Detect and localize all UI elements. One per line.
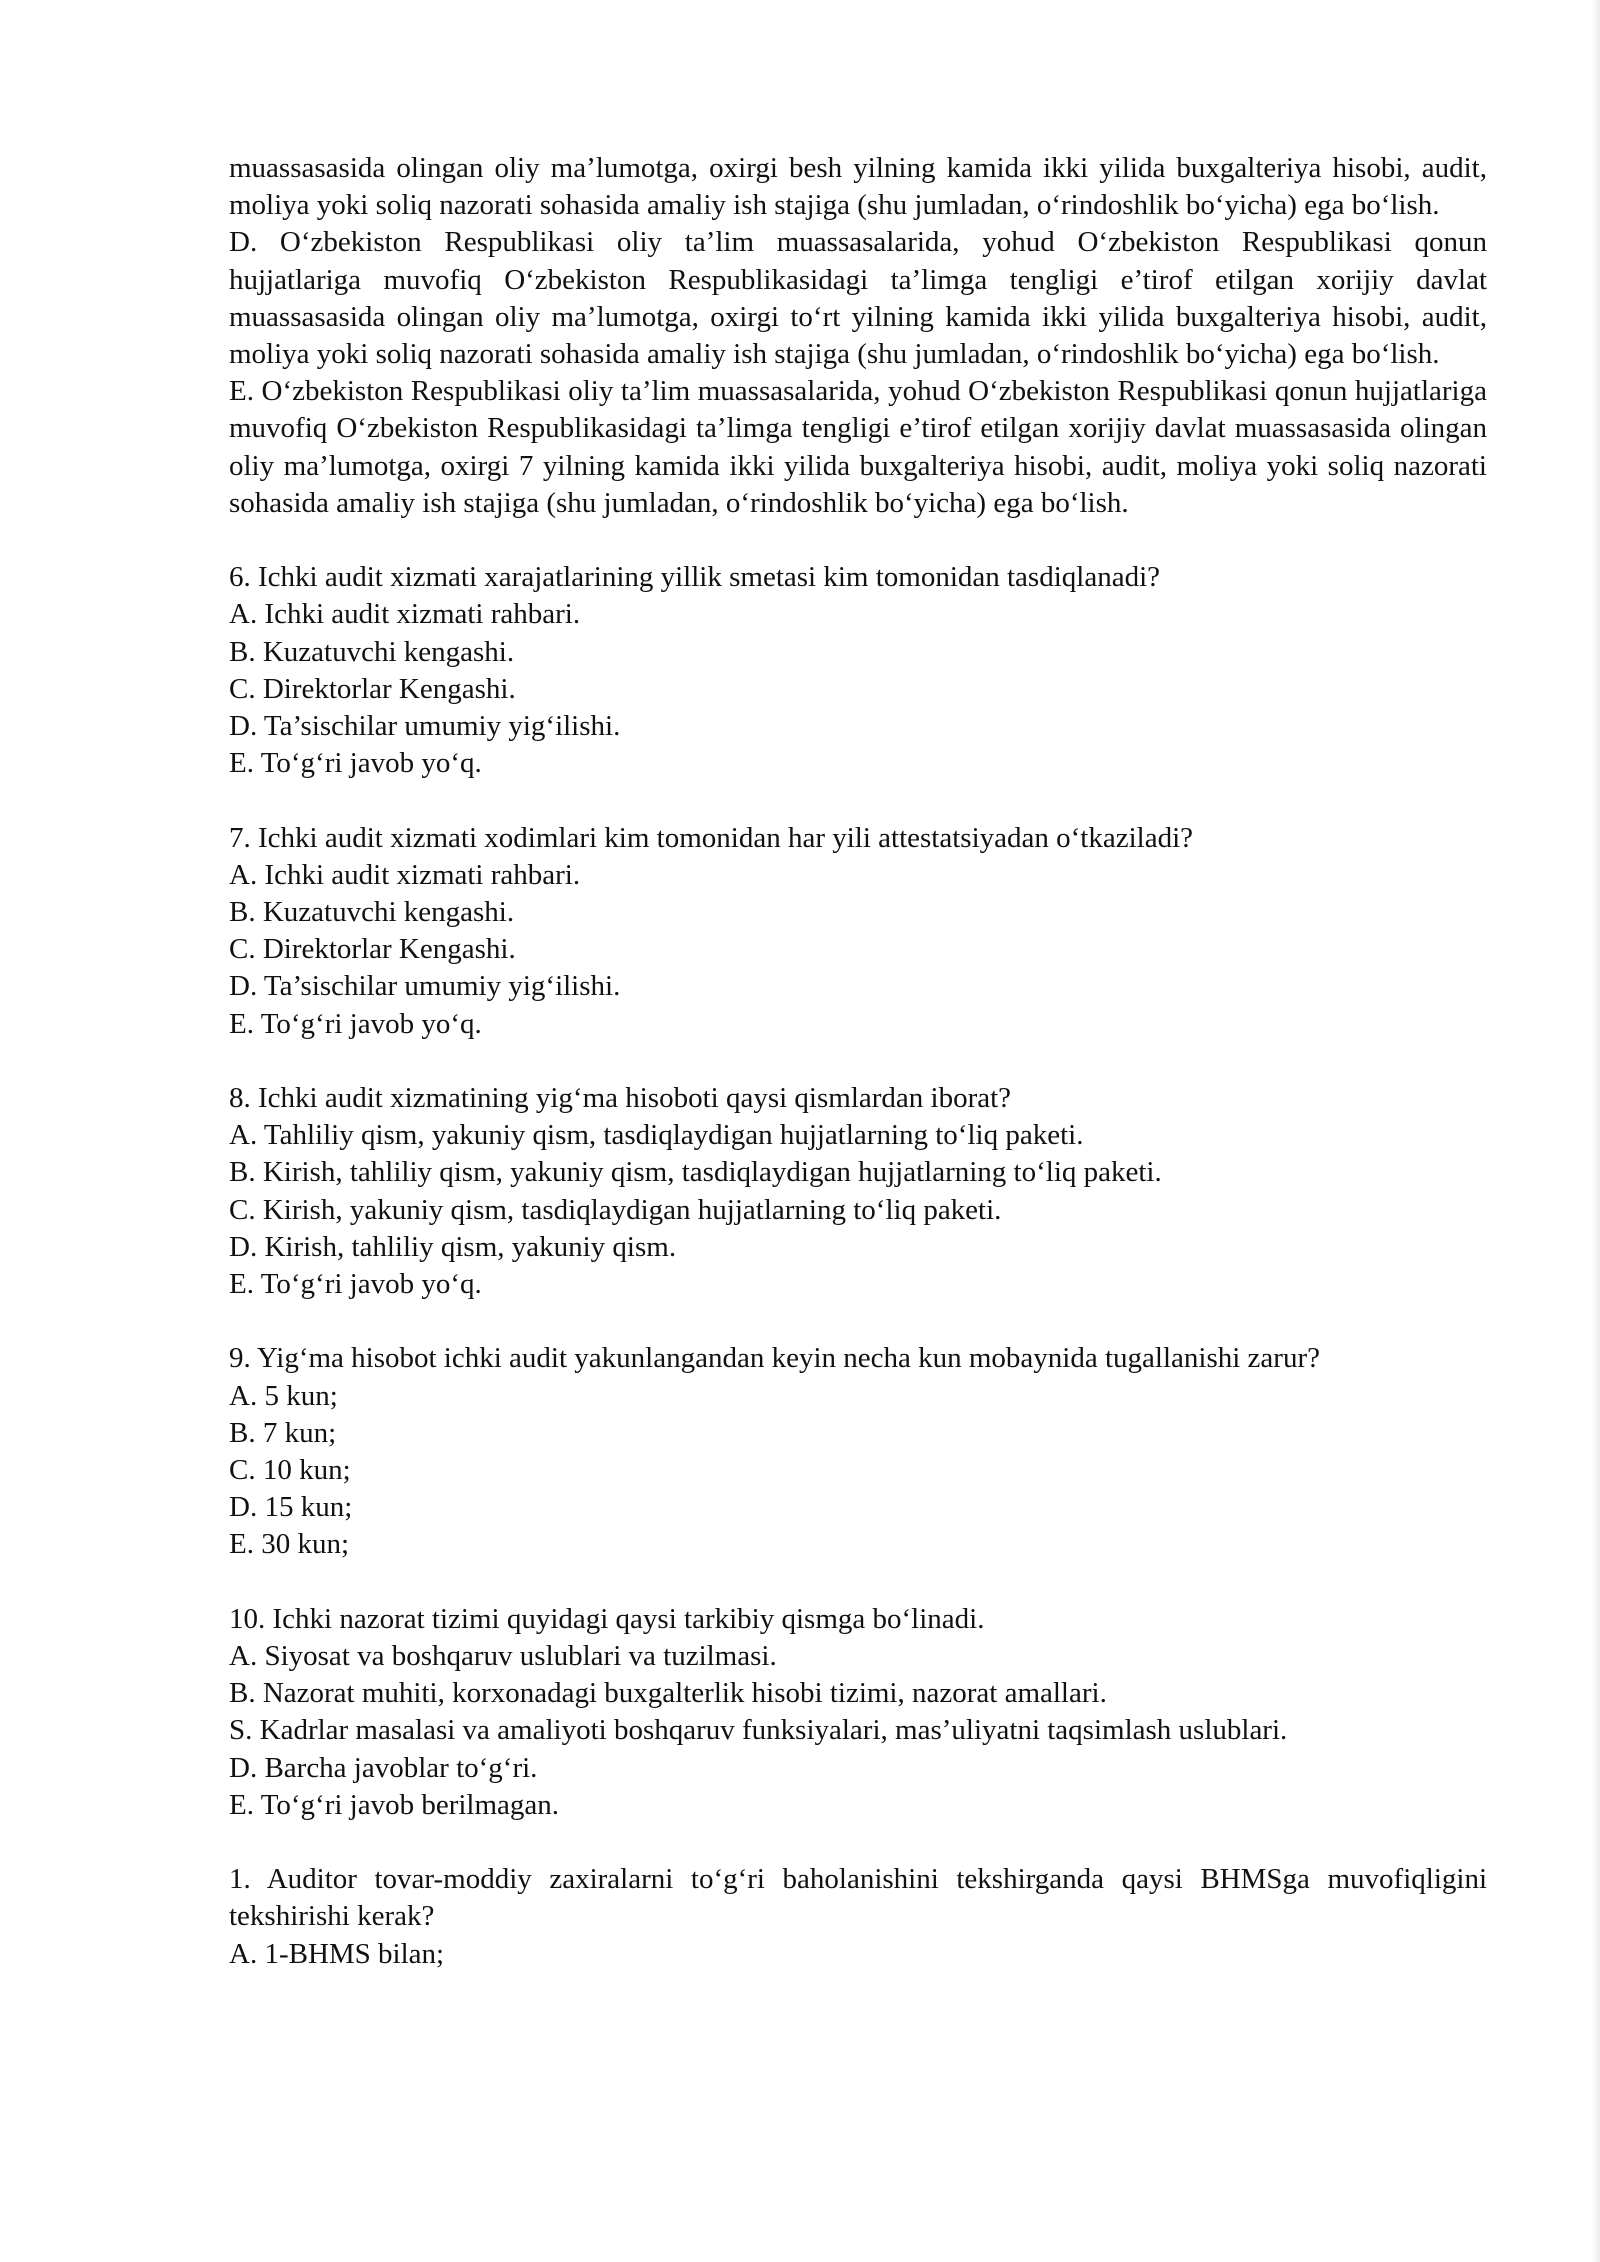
paragraph-gap	[229, 522, 1487, 559]
answer-option: E. To‘g‘ri javob berilmagan.	[229, 1788, 560, 1821]
answer-option: A. Siyosat va boshqaruv uslublari va tuzilmasi.	[229, 1640, 777, 1673]
answer-option: D. Ta’sischilar umumiy yig‘ilishi.	[229, 710, 621, 743]
paragraph-gap	[229, 1043, 1487, 1080]
paragraph-gap	[229, 1303, 1487, 1340]
answer-option: D. Kirish, tahliliy qism, yakuniy qism.	[229, 1230, 677, 1263]
answer-option: A. 5 kun;	[229, 1379, 338, 1412]
page-content	[229, 150, 1487, 1973]
answer-option: D. Barcha javoblar to‘g‘ri.	[229, 1751, 538, 1784]
paragraph-gap	[229, 1564, 1487, 1601]
answer-option: C. 10 kun;	[229, 1454, 351, 1487]
answer-option: B. Nazorat muhiti, korxonadagi buxgalterlik hisobi tizimi, nazorat amallari.	[229, 1677, 1107, 1710]
paragraph-gap	[229, 782, 1487, 819]
option-c-continuation: muassasasida olingan oliy ma’lumotga, oxirgi besh yilning kamida ikki yilida buxgalteriya hisobi, audit, moliya yoki soliq nazorati sohasida amaliy ish stajiga (shu jumladan, o‘rindoshlik bo‘yicha) ega bo‘lish.	[229, 152, 1487, 222]
answer-option: B. Kirish, tahliliy qism, yakuniy qism, tasdiqlaydigan hujjatlarning to‘liq paketi.	[229, 1156, 1162, 1189]
question-text: 9. Yig‘ma hisobot ichki audit yakunlangandan keyin necha kun mobaynida tugallanishi zarur?	[229, 1342, 1320, 1375]
answer-option: E. To‘g‘ri javob yo‘q.	[229, 1007, 482, 1040]
answer-option: E. To‘g‘ri javob yo‘q.	[229, 1268, 482, 1301]
answer-option: B. Kuzatuvchi kengashi.	[229, 635, 515, 668]
question-block-next-1	[229, 1861, 1487, 1973]
option-e: E. O‘zbekiston Respublikasi oliy ta’lim muassasalarida, yohud O‘zbekiston Respublikasi qonun hujjatlariga muvofiq O‘zbekiston Respublikasidagi ta’limga tengligi e’tirof etilgan xorijiy davlat muassasasida olingan oliy ma’lumotga, oxirgi 7 yilning kamida ikki yilida buxgalteriya hisobi, audit, moliya yoki soliq nazorati sohasida amaliy ish stajiga (shu jumladan, o‘rindoshlik bo‘yicha) ega bo‘lish.	[229, 375, 1487, 519]
answer-option: D. Ta’sischilar umumiy yig‘ilishi.	[229, 970, 621, 1003]
question-block-6	[229, 559, 1487, 782]
question-block-10	[229, 1601, 1487, 1824]
question-block-8	[229, 1080, 1487, 1303]
answer-option: A. Ichki audit xizmati rahbari.	[229, 598, 581, 631]
answer-option: C. Kirish, yakuniy qism, tasdiqlaydigan hujjatlarning to‘liq paketi.	[229, 1193, 1002, 1226]
question-text: 8. Ichki audit xizmatining yig‘ma hisoboti qaysi qismlardan iborat?	[229, 1082, 1012, 1115]
answer-option: E. 30 kun;	[229, 1528, 350, 1561]
answer-option: C. Direktorlar Kengashi.	[229, 933, 516, 966]
question-text: 1. Auditor tovar-moddiy zaxiralarni to‘g‘ri baholanishini tekshirganda qaysi BHMSga muvofiqligini tekshirishi kerak?	[229, 1863, 1487, 1933]
answer-option: D. 15 kun;	[229, 1491, 353, 1524]
answer-option: A. 1-BHMS bilan;	[229, 1937, 445, 1970]
answer-option: E. To‘g‘ri javob yo‘q.	[229, 747, 482, 780]
answer-option: B. 7 kun;	[229, 1416, 337, 1449]
paragraph-gap	[229, 1824, 1487, 1861]
question-text: 6. Ichki audit xizmati xarajatlarining yillik smetasi kim tomonidan tasdiqlanadi?	[229, 561, 1161, 594]
question-text: 7. Ichki audit xizmati xodimlari kim tomonidan har yili attestatsiyadan o‘tkaziladi?	[229, 821, 1193, 854]
question-block-7	[229, 820, 1487, 1043]
answer-option: A. Tahliliy qism, yakuniy qism, tasdiqlaydigan hujjatlarning to‘liq paketi.	[229, 1119, 1084, 1152]
answer-option: S. Kadrlar masalasi va amaliyoti boshqaruv funksiyalari, mas’uliyatni taqsimlash uslublari.	[229, 1714, 1288, 1747]
question-block-9	[229, 1340, 1487, 1563]
option-d: D. O‘zbekiston Respublikasi oliy ta’lim muassasalarida, yohud O‘zbekiston Respublikasi qonun hujjatlariga muvofiq O‘zbekiston Respublikasidagi ta’limga tengligi e’tirof etilgan xorijiy davlat muassasasida olingan oliy ma’lumotga, oxirgi to‘rt yilning kamida ikki yilida buxgalteriya hisobi, audit, moliya yoki soliq nazorati sohasida amaliy ish stajiga (shu jumladan, o‘rindoshlik bo‘yicha) ega bo‘lish.	[229, 226, 1487, 371]
answer-option: C. Direktorlar Kengashi.	[229, 672, 516, 705]
answer-option: B. Kuzatuvchi kengashi.	[229, 896, 515, 929]
question-text: 10. Ichki nazorat tizimi quyidagi qaysi tarkibiy qismga bo‘linadi.	[229, 1602, 985, 1635]
page-edge-shadow	[1592, 0, 1600, 2262]
answer-option: A. Ichki audit xizmati rahbari.	[229, 858, 581, 891]
